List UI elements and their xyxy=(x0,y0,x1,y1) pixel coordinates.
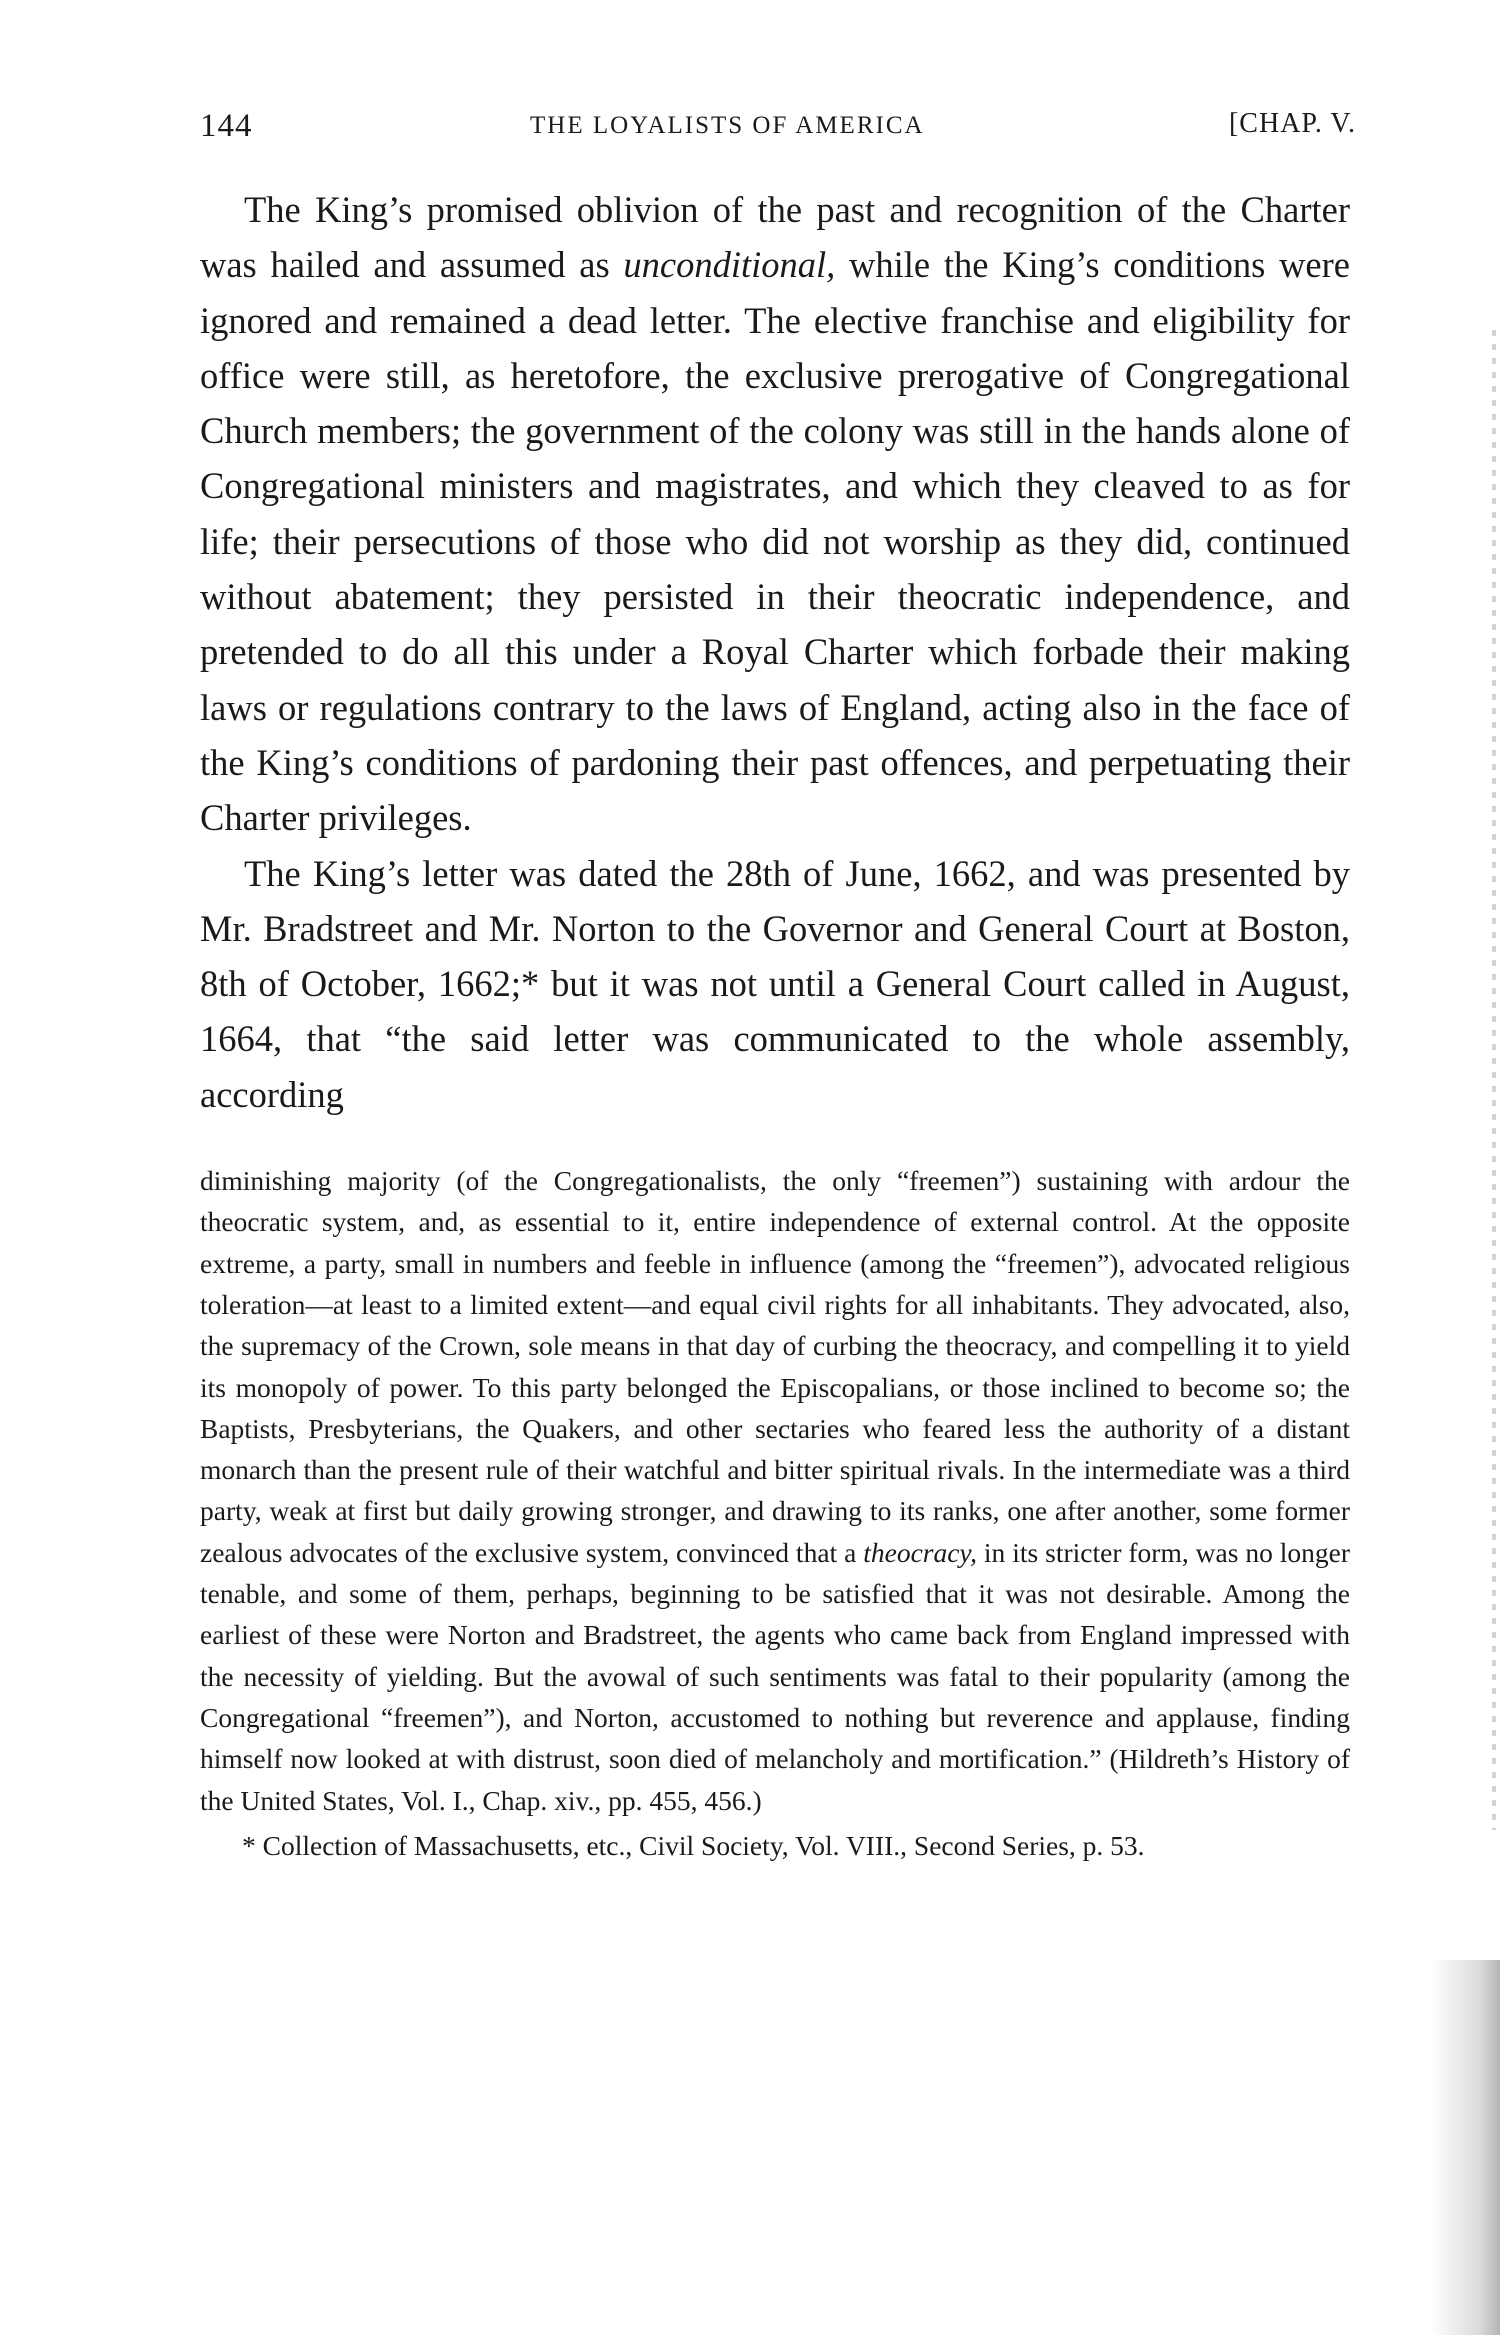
footnotes xyxy=(200,1160,1350,1866)
footnote-continuation xyxy=(200,1160,1350,1821)
page-number: 144 xyxy=(200,108,253,144)
chapter-label: [CHAP. V. xyxy=(1228,108,1356,139)
main-text xyxy=(200,182,1350,1122)
body-paragraph-1 xyxy=(200,182,1350,846)
page-curl-shadow xyxy=(1430,1960,1500,2335)
footnote-continuation-part-a: diminishing majority (of the Congregationalists, the only “freemen”) sustaining with ardour the theocratic system, and, as essential to it, entire independence of external control. At the opposite extreme, a party, small in numbers and feeble in influence (among the “freemen”), advocated religious toleration—at least to a limited extent—and equal civil rights for all inhabitants. They advocated, also, the supremacy of the Crown, sole means in that day of curbing the theocracy, and compelling it to yield its monopoly of power. To this party belonged the Episcopalians, or those inclined to become so; the Baptists, Presbyterians, the Quakers, and other sectaries who feared less the authority of a distant monarch than the present rule of their watchful and bitter spiritual rivals. In the intermediate was a third party, weak at first but daily growing stronger, and drawing to its ranks, one after another, some former zealous advocates of the exclusive system, convinced that a xyxy=(200,1165,1350,1568)
footnote-continuation-emphasis: theocracy, xyxy=(863,1536,977,1568)
page-header xyxy=(200,100,1356,160)
page-edge-scan-mark xyxy=(1492,330,1496,1830)
body-paragraph-1-part-b: while the King’s conditions were ignored and remained a dead letter. The elective franchise and eligibility for office were still, as heretofore, the exclusive prerogative of Congregational Church members; the government of the colony was still in the hands alone of Congregational ministers and magistrates, and which they cleaved to as for life; their persecutions of those who did not worship as they did, continued without abatement; they persisted in their theocratic independence, and pretended to do all this under a Royal Charter which forbade their making laws or regulations contrary to the laws of England, acting also in the face of the King’s conditions of pardoning their past offences, and perpetuating their Charter privileges. xyxy=(200,244,1350,839)
footnote-asterisk: * Collection of Massachusetts, etc., Civil Society, Vol. VIII., Second Series, p. 53. xyxy=(242,1829,1145,1861)
body-paragraph-1-emphasis: unconditional, xyxy=(623,244,836,286)
book-page xyxy=(200,100,1356,1866)
footnote-continuation-part-b: in its stricter form, was no longer tenable, and some of them, perhaps, beginning to be satisfied that it was not desirable. Among the earliest of these were Norton and Bradstreet, the agents who came back from England impressed with the necessity of yielding. But the avowal of such sentiments was fatal to their popularity (among the Congregational “freemen”), and Norton, accustomed to nothing but reverence and applause, finding himself now looked at with distrust, soon died of melancholy and mortification.” (Hildreth’s History of the United States, Vol. I., Chap. xiv., pp. 455, 456.) xyxy=(200,1536,1351,1816)
body-paragraph-2: The King’s letter was dated the 28th of June, 1662, and was presented by Mr. Bradstreet and Mr. Norton to the Governor and General Court at Boston, 8th of October, 1662;* but it was not until a General Court called in August, 1664, that “the said letter was communicated to the whole assembly, according xyxy=(200,852,1350,1115)
running-title: THE LOYALISTS OF AMERICA xyxy=(530,112,925,139)
body-paragraph-1-part-a: The King’s promised oblivion of the past and recognition of the Charter was hailed and assumed as xyxy=(200,189,1350,286)
